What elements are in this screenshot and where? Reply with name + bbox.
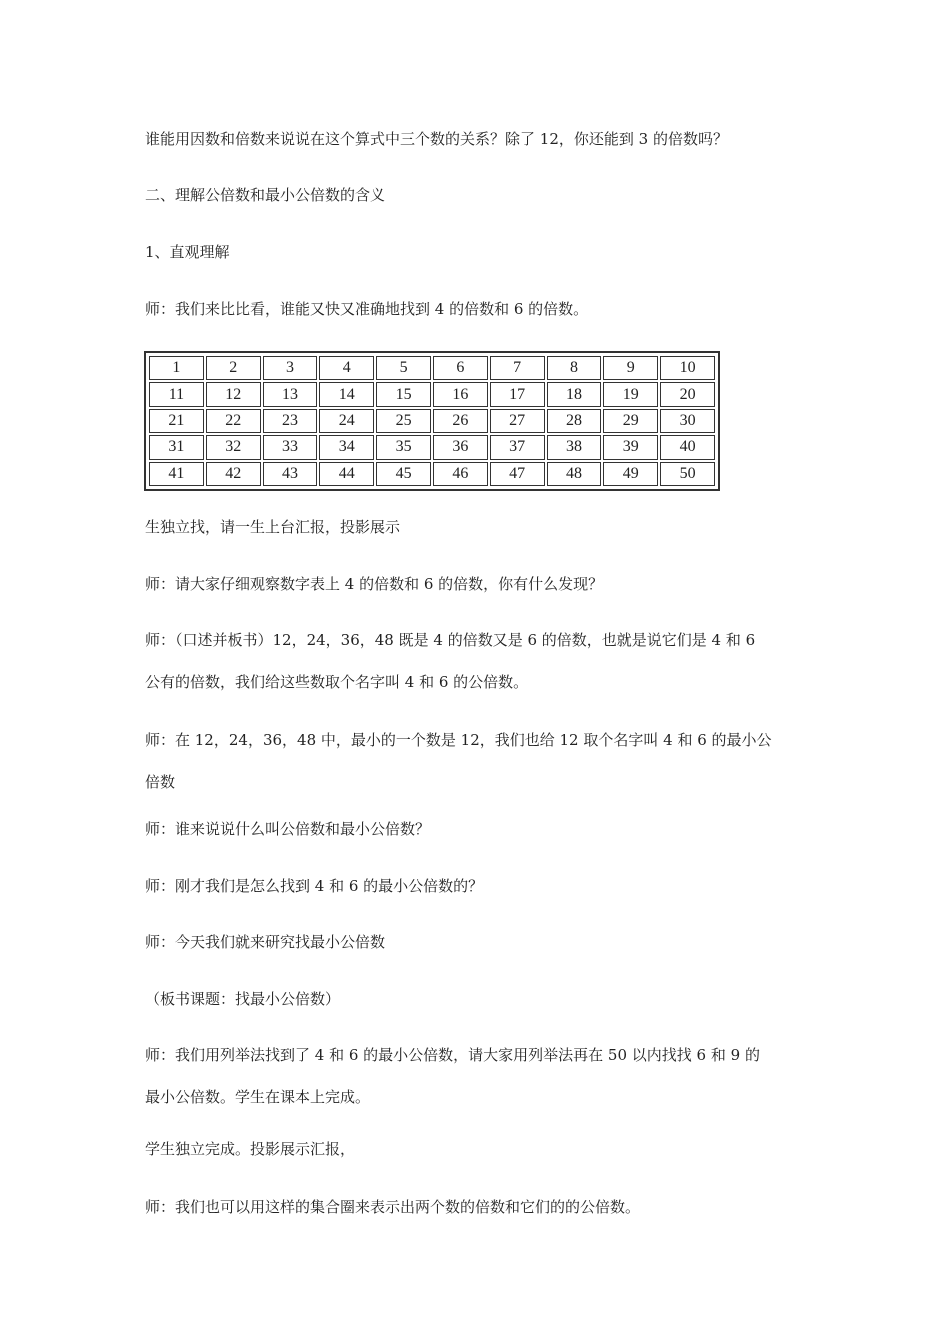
paragraph-line: 倍数 — [145, 773, 176, 791]
table-cell: 42 — [206, 462, 261, 486]
table-cell: 24 — [319, 409, 374, 433]
table-cell: 33 — [263, 435, 318, 459]
table-row — [149, 462, 715, 486]
paragraph-common-multiple — [145, 619, 815, 703]
table-cell: 20 — [660, 382, 715, 406]
table-cell: 30 — [660, 409, 715, 433]
table-cell: 22 — [206, 409, 261, 433]
paragraph-listing-method — [145, 1034, 815, 1118]
table-cell: 26 — [433, 409, 488, 433]
table-cell: 16 — [433, 382, 488, 406]
table-cell: 14 — [319, 382, 374, 406]
table-cell: 36 — [433, 435, 488, 459]
table-cell: 43 — [263, 462, 318, 486]
paragraph-line: 师：在 12，24，36，48 中，最小的一个数是 12，我们也给 12 取个名字叫 4 和 6 的最小公 — [145, 731, 772, 749]
table-cell: 18 — [547, 382, 602, 406]
paragraph-line: 师：我们用列举法找到了 4 和 6 的最小公倍数，请大家用列举法再在 50 以内找找 6 和 9 的 — [145, 1046, 760, 1064]
table-cell: 1 — [149, 356, 204, 380]
paragraph-teacher-find-multiples: 师：我们来比比看，谁能又快又准确地找到 4 的倍数和 6 的倍数。 — [145, 300, 589, 318]
table-row — [149, 435, 715, 459]
table-cell: 11 — [149, 382, 204, 406]
paragraph-line: 最小公倍数。学生在课本上完成。 — [145, 1088, 371, 1106]
table-cell: 45 — [376, 462, 431, 486]
table-cell: 41 — [149, 462, 204, 486]
number-table — [144, 351, 720, 491]
paragraph-teacher-observe: 师：请大家仔细观察数字表上 4 的倍数和 6 的倍数，你有什么发现？ — [145, 575, 604, 593]
table-cell: 8 — [547, 356, 602, 380]
paragraph-teacher-define: 师：谁来说说什么叫公倍数和最小公倍数？ — [145, 820, 431, 838]
paragraph-question: 谁能用因数和倍数来说说在这个算式中三个数的关系？除了 12，你还能到 3 的倍数吗？ — [145, 130, 728, 148]
table-cell: 49 — [603, 462, 658, 486]
table-cell: 10 — [660, 356, 715, 380]
table-cell: 23 — [263, 409, 318, 433]
paragraph-venn-circles: 师：我们也可以用这样的集合圈来表示出两个数的倍数和它们的的公倍数。 — [145, 1198, 641, 1216]
paragraph-line: 师：（口述并板书）12，24，36，48 既是 4 的倍数又是 6 的倍数，也就是说它们是 4 和 6 — [145, 631, 756, 649]
paragraph-teacher-how: 师：刚才我们是怎么找到 4 和 6 的最小公倍数的？ — [145, 877, 484, 895]
table-row — [149, 409, 715, 433]
table-cell: 6 — [433, 356, 488, 380]
table-cell: 12 — [206, 382, 261, 406]
table-cell: 40 — [660, 435, 715, 459]
table-cell: 19 — [603, 382, 658, 406]
table-cell: 15 — [376, 382, 431, 406]
table-cell: 17 — [490, 382, 545, 406]
table-cell: 37 — [490, 435, 545, 459]
table-cell: 5 — [376, 356, 431, 380]
table-cell: 44 — [319, 462, 374, 486]
table-row — [149, 356, 715, 380]
table-cell: 28 — [547, 409, 602, 433]
table-cell: 34 — [319, 435, 374, 459]
paragraph-board-title: （板书课题：找最小公倍数） — [145, 990, 341, 1008]
table-cell: 35 — [376, 435, 431, 459]
table-cell: 13 — [263, 382, 318, 406]
table-cell: 2 — [206, 356, 261, 380]
table-cell: 29 — [603, 409, 658, 433]
table-cell: 21 — [149, 409, 204, 433]
table-cell: 9 — [603, 356, 658, 380]
paragraph-line: 公有的倍数，我们给这些数取个名字叫 4 和 6 的公倍数。 — [145, 673, 529, 691]
table-cell: 48 — [547, 462, 602, 486]
table-cell: 47 — [490, 462, 545, 486]
table-cell: 7 — [490, 356, 545, 380]
table-cell: 32 — [206, 435, 261, 459]
subsection-heading: 1、直观理解 — [145, 243, 230, 261]
table-cell: 46 — [433, 462, 488, 486]
paragraph-student-report: 生独立找，请一生上台汇报，投影展示 — [145, 518, 401, 536]
table-cell: 27 — [490, 409, 545, 433]
paragraph-least-common-multiple — [145, 719, 815, 803]
section-heading: 二、理解公倍数和最小公倍数的含义 — [145, 186, 386, 204]
table-cell: 4 — [319, 356, 374, 380]
table-cell: 3 — [263, 356, 318, 380]
table-cell: 50 — [660, 462, 715, 486]
table-row — [149, 382, 715, 406]
paragraph-student-complete: 学生独立完成。投影展示汇报， — [145, 1140, 356, 1158]
table-cell: 38 — [547, 435, 602, 459]
number-grid — [147, 354, 717, 488]
paragraph-teacher-today: 师：今天我们就来研究找最小公倍数 — [145, 933, 386, 951]
table-cell: 25 — [376, 409, 431, 433]
table-cell: 39 — [603, 435, 658, 459]
table-cell: 31 — [149, 435, 204, 459]
